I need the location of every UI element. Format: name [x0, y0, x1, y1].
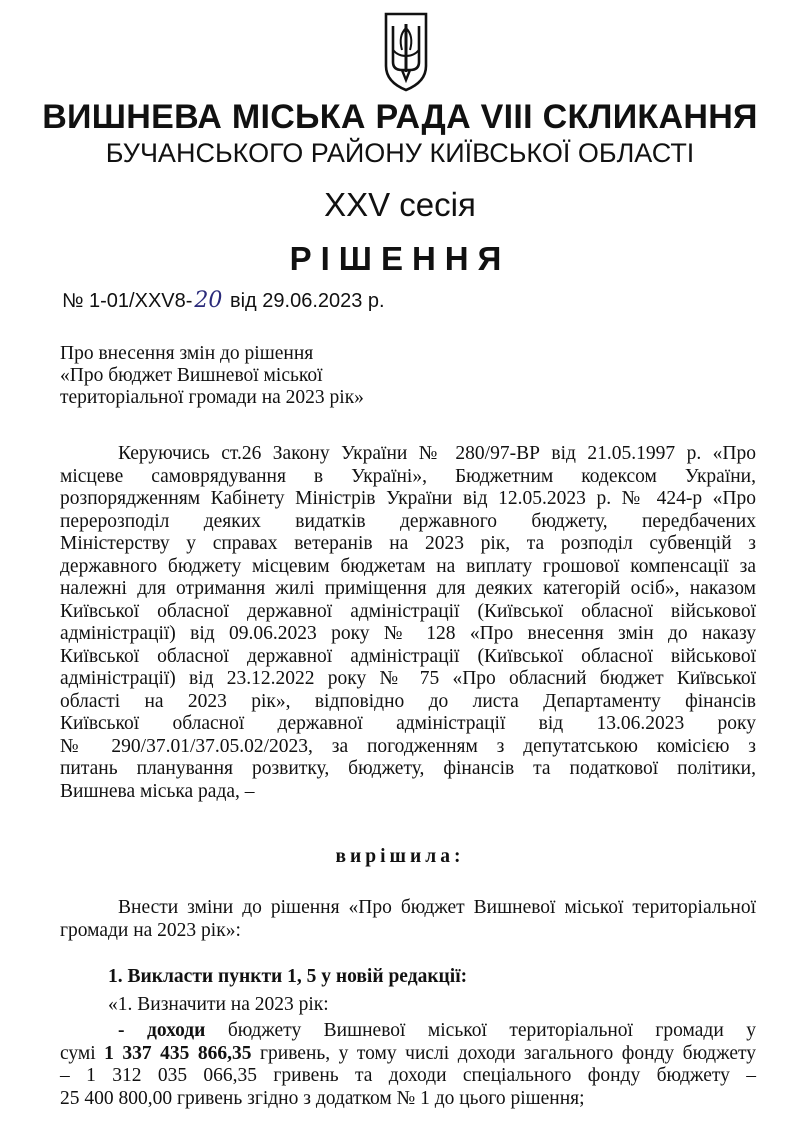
preamble-line: Міністерству у справах ветеранів на 2023 рік, та розподіл субвенцій з [60, 533, 756, 554]
income-text: сумі [60, 1042, 105, 1064]
income-text: бюджету Вишневої міської територіальної громади у [205, 1020, 757, 1041]
trident-emblem-icon [376, 10, 436, 94]
preamble-line: № 290/37.01/37.05.02/2023, за погодженням з депутатською комісією з [60, 735, 756, 757]
subject-line: «Про бюджет Вишневої міської [60, 365, 323, 386]
income-label: - доходи [118, 1020, 206, 1041]
council-title: ВИШНЕВА МІСЬКА РАДА VIII СКЛИКАННЯ [42, 98, 758, 136]
income-total-amount: 1 337 435 866,35 [104, 1042, 252, 1064]
decision-number-line [62, 288, 385, 313]
preamble-line: Київської обласної державної адміністрації від 13.06.2023 року [60, 713, 756, 734]
preamble-paragraph [60, 443, 756, 803]
handwritten-number: 20 [194, 288, 223, 313]
preamble-line: області на 2023 рік», відповідно до листа Департаменту фінансів [60, 690, 756, 712]
income-line [60, 1043, 756, 1066]
preamble-line: Київської обласної державної адміністрації (Київської обласної військової [60, 645, 756, 667]
point-1-heading: 1. Викласти пункти 1, 5 у новій редакції: [108, 966, 468, 987]
preamble-line: розпорядженням Кабінету Міністрів України від 12.05.2023 р. № 424-р «Про [60, 488, 756, 509]
income-line: 25 400 800,00 гривень згідно з додатком № 1 до цього рішення; [60, 1087, 585, 1109]
preamble-line: перерозподіл деяких видатків державного бюджету, передбачених [60, 510, 756, 532]
preamble-line: Вишнева міська рада, – [60, 780, 255, 802]
preamble-line: адміністрації) від 23.12.2022 року № 75 «Про обласний бюджет Київської [60, 668, 756, 689]
amendment-line: громади на 2023 рік»: [60, 919, 241, 941]
preamble-line: Київської обласної державної адміністрації (Київської обласної військової [60, 600, 756, 622]
preamble-line: питань планування розвитку, бюджету, фінансів та податкової політики, [60, 758, 756, 779]
session-title: XXV сесія [324, 186, 476, 223]
document-type-heading: РІШЕННЯ [289, 240, 511, 277]
amendment-intro [60, 897, 756, 942]
preamble-line: Керуючись ст.26 Закону України № 280/97-ВР від 21.05.1997 р. «Про [118, 443, 756, 464]
decision-subject [60, 343, 364, 409]
income-line: – 1 312 035 066,35 гривень та доходи спеціального фонду бюджету – [60, 1065, 756, 1086]
preamble-line: місцеве самоврядування в Україні», Бюджетним кодексом України, [60, 465, 756, 487]
income-line [60, 1020, 756, 1043]
subject-line: Про внесення змін до рішення [60, 343, 314, 364]
preamble-line: державного бюджету місцевим бюджетам на виплату грошової компенсації за [60, 555, 756, 577]
point-1-quote: «1. Визначити на 2023 рік: [108, 994, 329, 1015]
amendment-line: Внести зміни до рішення «Про бюджет Вишневої міської територіальної [118, 897, 756, 918]
decision-number-prefix: № 1-01/XXV8- [62, 290, 193, 312]
preamble-line: адміністрації) від 09.06.2023 року № 128 «Про внесення змін до наказу [60, 623, 756, 644]
preamble-line: належні для отримання жилі приміщення для деяких категорій осіб», наказом [60, 578, 756, 599]
decision-date: від 29.06.2023 р. [229, 290, 385, 312]
subject-line: територіальної громади на 2023 рік» [60, 387, 364, 408]
income-paragraph [60, 1020, 756, 1110]
resolved-heading: вирішила: [335, 846, 465, 867]
council-subtitle: БУЧАНСЬКОГО РАЙОНУ КИЇВСЬКОЇ ОБЛАСТІ [105, 138, 695, 168]
income-text: гривень, у тому числі доходи загального фонду бюджету [251, 1042, 756, 1064]
